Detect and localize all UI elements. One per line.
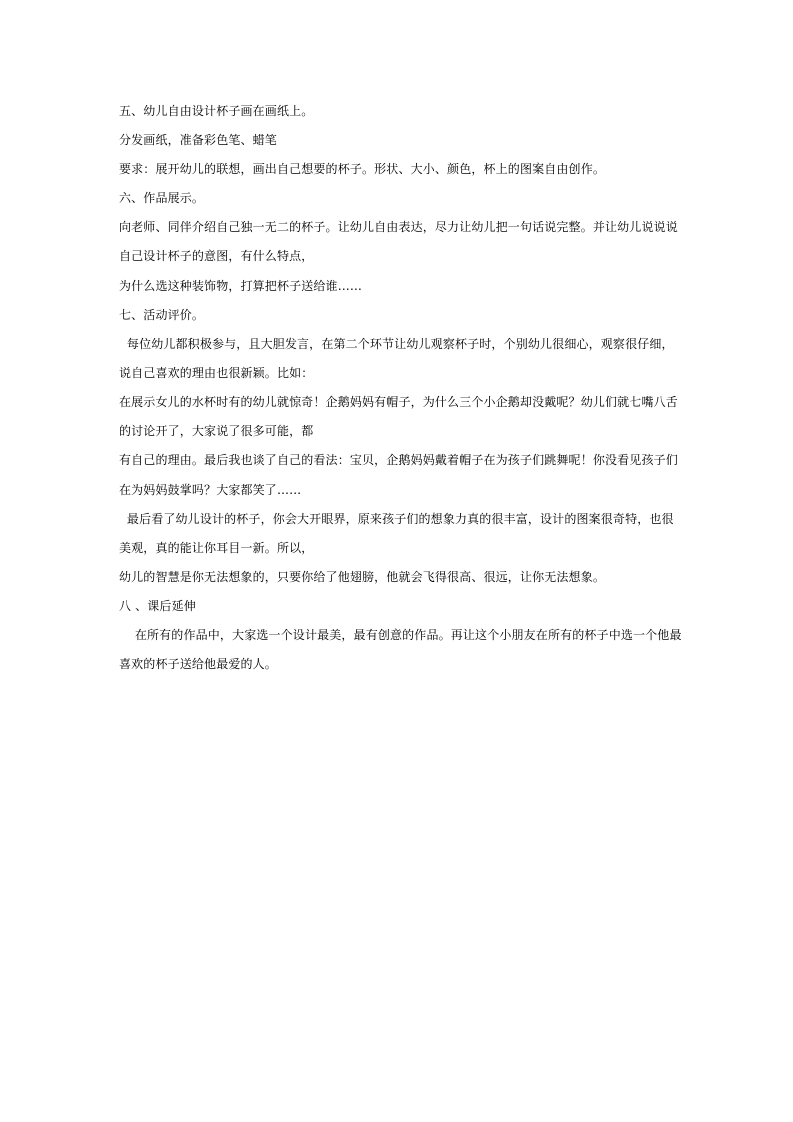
paragraph-line: 在所有的作品中，大家选一个设计最美，最有创意的作品。再让这个小朋友在所有的杯子中选一个他最 <box>119 628 682 642</box>
paragraph-line: 要求：展开幼儿的联想，画出自己想要的杯子。形状、大小、颜色，杯上的图案自由创作。 <box>119 162 606 176</box>
paragraph-line: 向老师、同伴介绍自己独一无二的杯子。让幼儿自由表达，尽力让幼儿把一句话说完整。并让幼儿说说说 <box>119 220 678 234</box>
paragraph-line: 分发画纸，准备彩色笔、蜡笔 <box>119 133 277 147</box>
paragraph-line: 最后看了幼儿设计的杯子，你会大开眼界，原来孩子们的想象力真的很丰富，设计的图案很奇特，也很 <box>119 512 674 526</box>
paragraph-line: 为什么选这种装饰物，打算把杯子送给谁…… <box>119 279 363 293</box>
heading-section-8: 八 、课后延伸 <box>119 599 196 613</box>
paragraph-line: 的讨论开了，大家说了很多可能，都 <box>119 424 314 438</box>
heading-section-7: 七、活动评价。 <box>119 308 205 322</box>
heading-section-5: 五、幼儿自由设计杯子画在画纸上。 <box>119 104 314 118</box>
paragraph-line: 喜欢的杯子送给他最爱的人。 <box>119 657 277 671</box>
paragraph-line: 自己设计杯子的意图，有什么特点， <box>119 249 314 263</box>
paragraph-line: 在展示女儿的水杯时有的幼儿就惊奇！企鹅妈妈有帽子，为什么三个小企鹅却没戴呢？幼儿们就七嘴八舌 <box>119 395 678 409</box>
paragraph-line: 美观，真的能让你耳目一新。所以， <box>119 541 314 555</box>
paragraph-line: 在为妈妈鼓掌吗？大家都笑了…… <box>119 483 302 497</box>
paragraph-line: 每位幼儿都积极参与，且大胆发言，在第二个环节让幼儿观察杯子时，个别幼儿很细心，观察很仔细， <box>119 337 674 351</box>
paragraph-line: 说自己喜欢的理由也很新颖。比如： <box>119 366 314 380</box>
paragraph-line: 有自己的理由。最后我也谈了自己的看法：宝贝，企鹅妈妈戴着帽子在为孩子们跳舞呢！你没看见孩子们 <box>119 453 678 467</box>
heading-section-6: 六、作品展示。 <box>119 191 205 205</box>
paragraph-line: 幼儿的智慧是你无法想象的，只要你给了他翅膀，他就会飞得很高、很远，让你无法想象。 <box>119 570 606 584</box>
